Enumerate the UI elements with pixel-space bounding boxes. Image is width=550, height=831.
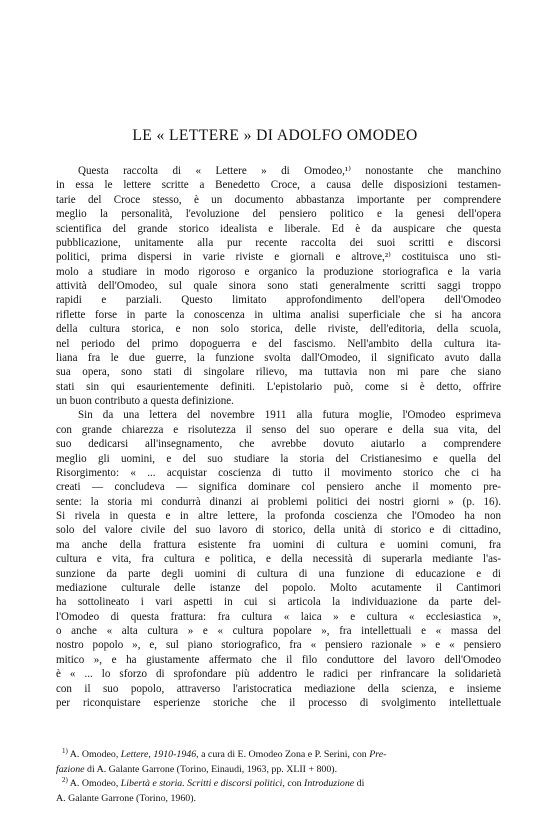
text-line: stati sin qui esaurientemente definiti. L'epistolario può, come si è detto, offrire	[56, 380, 501, 393]
text-line: con il suo popolo, attraverso l'aristocratica mediazione della scienza, e insieme	[56, 682, 501, 695]
text-line: attività dell'Omodeo, sul quale sinora sono stati generalmente scritti saggi troppo	[56, 280, 501, 292]
text-line: ma anche della frattura esistente fra uomini di cultura e uomini comuni, fra	[56, 538, 501, 551]
footnote-marker: 1)	[62, 747, 68, 755]
text-line: solo del valore civile del suo lavoro di storico, della unità di storico e di cittadino,	[56, 524, 501, 537]
text-line: con grande chiarezza e risolutezza il senso del suo operare e della sua vita, del	[56, 423, 501, 436]
footnote-1-cont: fazione di A. Galante Garrone (Torino, Einaudi, 1963, pp. XLII + 800).	[56, 763, 338, 775]
text-line: Risorgimento: « ... acquistar coscienza di tutto il movimento storico che ci ha	[56, 466, 501, 479]
text-line: della cultura storica, e non solo storica, delle riviste, dell'editoria, della scuola,	[56, 323, 501, 336]
text-line: sente: la storia mi condurrà dinanzi ai problemi politici dei nostri giorni » (p. 16).	[56, 495, 501, 508]
body-text	[56, 164, 501, 710]
text-line: molo a studiare in modo rigoroso e organico la produzione storiografica e la varia	[56, 265, 501, 278]
article-title: LE « LETTERE » DI ADOLFO OMODEO	[132, 127, 418, 145]
text-line: Questa raccolta di « Lettere » di Omodeo,¹⁾ nonostante che manchino	[78, 165, 501, 177]
text-line: nostro popolo », e, sul piano storiografico, fra « pensiero razionale » e « pensiero	[56, 639, 501, 652]
text-line: tarie del Croce stesso, è un documento abbastanza importante per comprendere	[56, 193, 501, 206]
footnote-2-cont: A. Galante Garrone (Torino, 1960).	[56, 792, 196, 804]
text-line: sua opera, sono stati di singolare rilievo, ma tuttavia non mi pare che siano	[56, 366, 501, 379]
text-line: meglio gli uomini, e del suo studiare la storia del Cristianesimo e quella del	[56, 452, 501, 465]
text-line: pubblicazione, unitamente alla pur recente raccolta dei suoi scritti e discorsi	[56, 236, 501, 249]
text-line: liana fra le due guerre, la funzione svolta dall'Omodeo, il significato avuto dalla	[56, 351, 501, 364]
text-line: è « ... lo sforzo di sprofondare più addentro le radici per rinfrancare la solidarietà	[56, 668, 501, 681]
footnote-1: $^{1)}$ A. Omodeo, Lettere, 1910-1946, a cura di E. Omodeo Zona e P. Serini, con Pre-	[62, 747, 387, 760]
text-line: ha sottolineato i vari aspetti in cui si articola la individuazione da parte del-	[56, 596, 501, 609]
text-line: meglio la personalità, l'evoluzione del pensiero politico e la genesi dell'opera	[56, 208, 501, 221]
text-line: un buon contributo a questa definizione.	[56, 395, 234, 407]
text-line: scientifica del grande storico idealista e liberale. Ed è da auspicare che questa	[56, 222, 501, 235]
footnote-marker: 2)	[62, 776, 68, 784]
text-line: per riconquistare esperienze storiche che il processo di svolgimento intellettuale	[56, 696, 501, 709]
text-line: in essa le lettere scritte a Benedetto Croce, a causa delle disposizioni testamen-	[56, 179, 501, 192]
text-line: l'Omodeo di questa frattura: fra cultura « laica » e cultura « ecclesiastica »,	[56, 610, 501, 623]
text-line: cultura e vita, fra cultura e politica, e della necessità di superarla mediante l'as-	[56, 553, 501, 566]
text-line: mediazione culturale delle istanze del popolo. Molto acutamente il Cantimori	[56, 581, 501, 594]
text-line: mitico », e ha giustamente affermato che il filo conduttore del lavoro dell'Omodeo	[56, 653, 501, 666]
text-line: o anche « alta cultura » e « cultura popolare », fra intellettuali e « massa del	[56, 625, 501, 637]
footnotes	[56, 748, 501, 806]
footnote-2: $^{2)}$ A. Omodeo, Libertà e storia. Scritti e discorsi politici, con Introduzione di	[62, 776, 365, 789]
text-line: Si rivela in questa e in altre lettere, la profonda coscienza che l'Omodeo ha non	[56, 510, 501, 522]
text-line: nel periodo del primo dopoguerra e del fascismo. Nell'ambito della cultura ita-	[56, 337, 501, 350]
text-line: suo dedicarsi all'insegnamento, che avrebbe dovuto aiutarlo a comprendere	[56, 438, 501, 451]
text-line: politici, prima dispersi in varie riviste e giornali e altrove,²⁾ costituisca uno sti-	[56, 251, 501, 264]
text-line: Sin da una lettera del novembre 1911 alla futura moglie, l'Omodeo esprimeva	[78, 409, 501, 422]
text-line: riflette forse in parte la conoscenza in ultima analisi superficiale che si ha ancora	[56, 308, 501, 321]
text-line: sunzione da parte degli uomini di cultura di una funzione di educazione e di	[56, 567, 501, 580]
text-line: rapidi e parziali. Questo limitato approfondimento dell'opera dell'Omodeo	[56, 294, 501, 307]
text-line: creati — concludeva — significa dominare col pensiero anche il momento pre-	[56, 481, 501, 494]
